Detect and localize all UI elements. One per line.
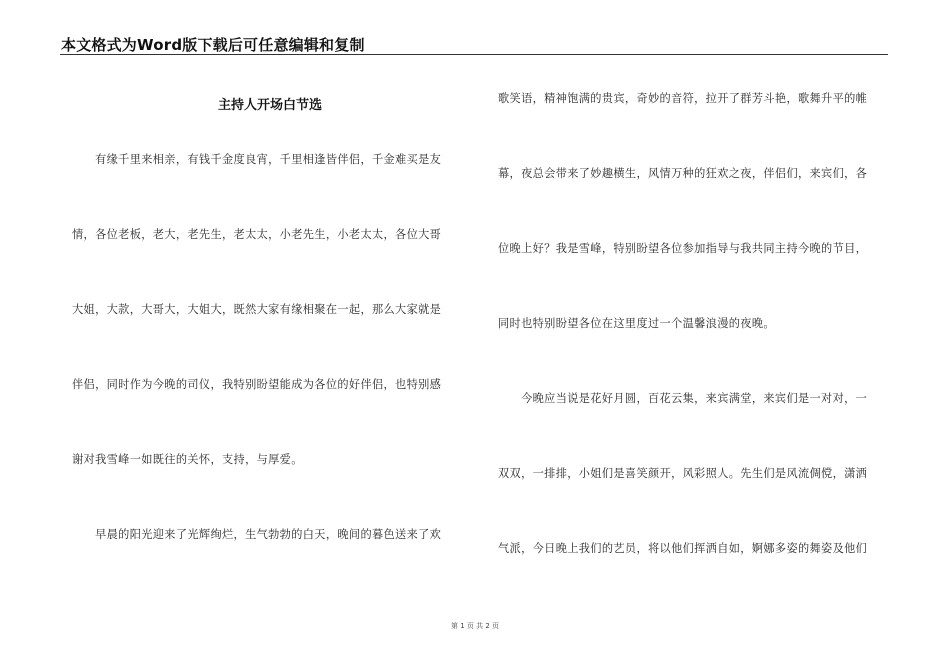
page-number: 第 1 页 共 2 页 (450, 622, 500, 630)
document-title: 主持人开场白节选 (217, 98, 322, 113)
text-line: 双双，一排排，小姐们是喜笑颜开，风彩照人。先生们是风流倜傥，潇洒 (498, 467, 868, 480)
text-line: 谢对我雪峰一如既往的关怀，支持，与厚爱。 (72, 453, 303, 466)
text-line: 歌笑语，精神饱满的贵宾，奇妙的音符，拉开了群芳斗艳，歌舞升平的帷 (498, 92, 868, 105)
text-line: 同时也特别盼望各位在这里度过一个温馨浪漫的夜晚。 (498, 317, 775, 330)
text-line: 早晨的阳光迎来了光辉绚烂，生气勃勃的白天，晚间的暮色送来了欢 (72, 528, 442, 541)
text-line: 有缘千里来相亲，有钱千金度良宵，千里相逢皆伴侣，千金难买是友 (72, 153, 442, 166)
text-line: 今晚应当说是花好月圆，百花云集，来宾满堂，来宾们是一对对，一 (498, 392, 868, 405)
text-line: 情，各位老板，老大，老先生，老太太，小老先生，小老太太，各位大哥 (72, 228, 442, 241)
text-line: 气派，今日晚上我们的艺员，将以他们挥洒自如，婀娜多姿的舞姿及他们 (498, 542, 868, 555)
text-line: 幕，夜总会带来了妙趣横生，风情万种的狂欢之夜，伴侣们，来宾们，各 (498, 167, 868, 180)
download-banner: 本文格式为Word版下载后可任意编辑和复制 (61, 36, 365, 54)
text-line: 伴侣，同时作为今晚的司仪，我特别盼望能成为各位的好伴侣，也特别感 (72, 378, 442, 391)
text-line: 大姐，大款，大哥大，大姐大，既然大家有缘相聚在一起，那么大家就是 (72, 303, 442, 316)
header-divider (60, 54, 888, 55)
text-line: 位晚上好？我是雪峰，特别盼望各位参加指导与我共同主持今晚的节目， (498, 242, 868, 255)
